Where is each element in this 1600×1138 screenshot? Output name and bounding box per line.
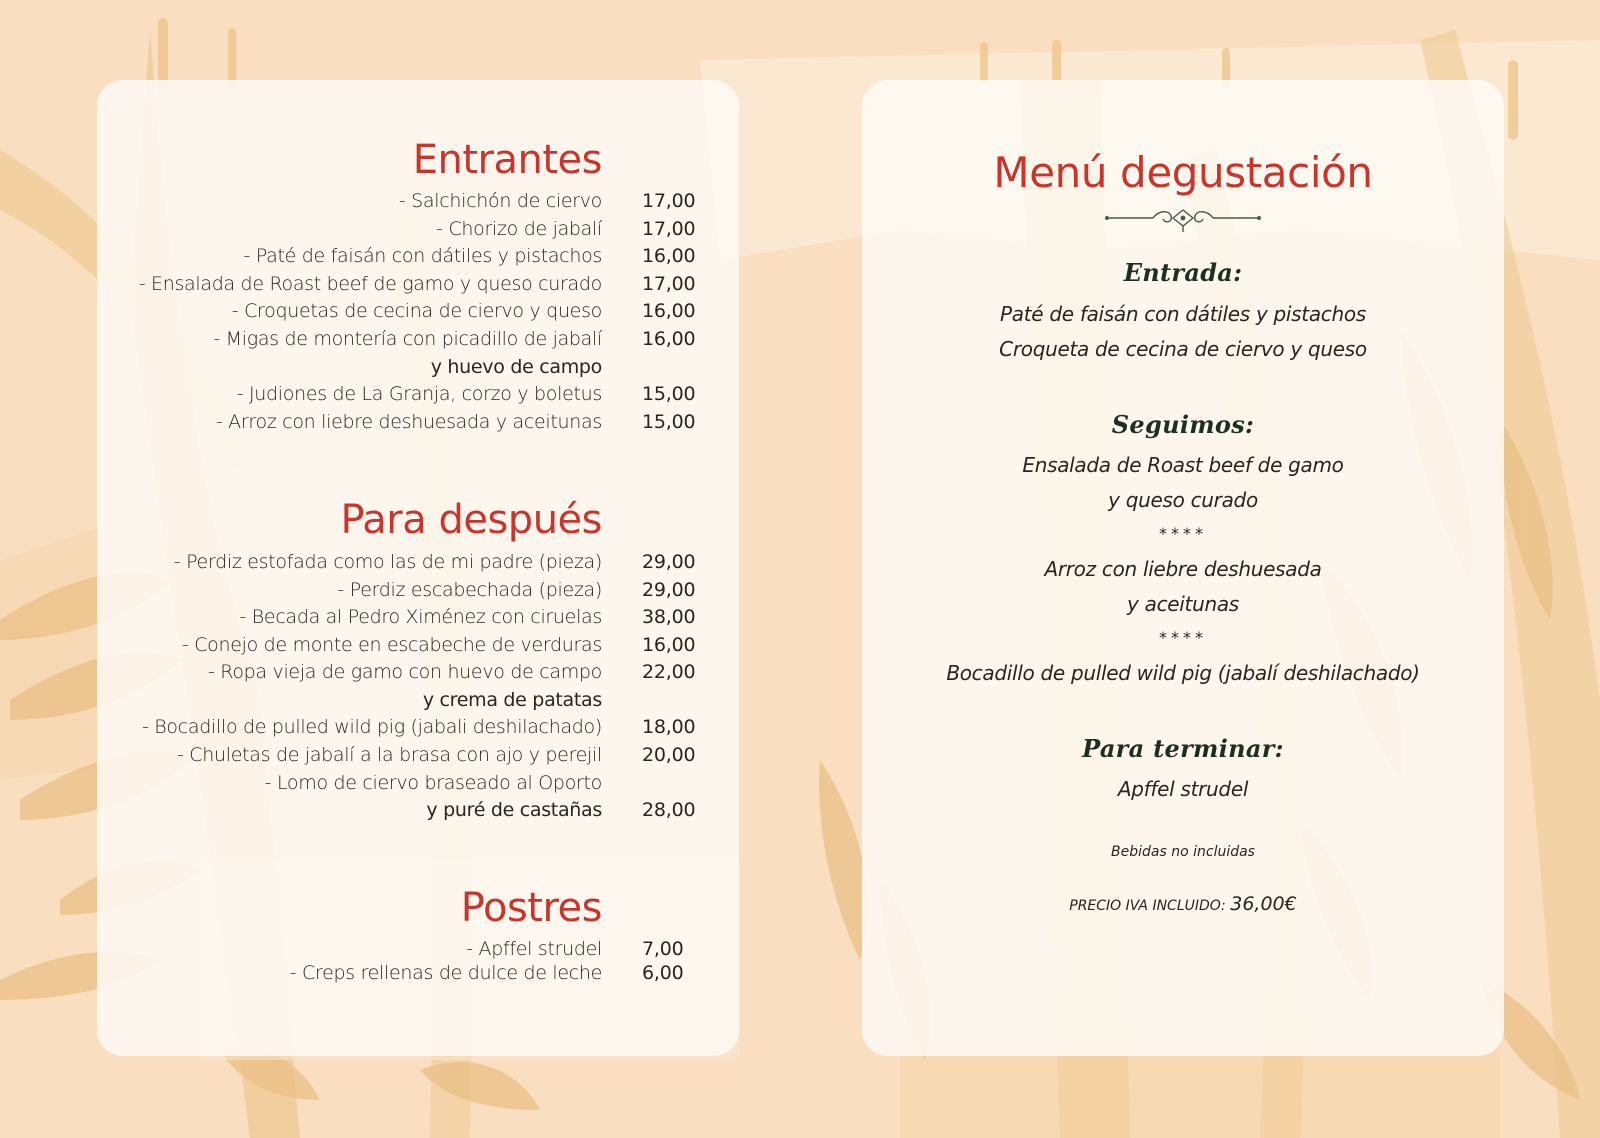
price-value: 36,00€ [1230, 893, 1297, 915]
item-price: 7,00 [642, 938, 684, 960]
tasting-menu-title: Menú degustación [993, 148, 1373, 197]
entrantes-list [97, 188, 739, 436]
tasting-dish: y aceitunas [1127, 592, 1239, 616]
item-price: 28,00 [642, 799, 696, 822]
tasting-dish: Paté de faisán con dátiles y pistachos [1000, 302, 1366, 326]
postres-list [97, 937, 739, 985]
menu-item: - Perdiz estofada como las de mi padre (pieza) 29,00 [97, 549, 739, 577]
tasting-dish: Ensalada de Roast beef de gamo [1022, 453, 1344, 477]
menu-item: - Croquetas de cecina de ciervo y queso 16,00 [97, 298, 739, 326]
item-price: 17,00 [642, 190, 696, 212]
tasting-dish: y queso curado [1108, 488, 1258, 512]
flourish-ornament-icon [1103, 208, 1263, 234]
menu-item: - Ropa vieja de gamo con huevo de campo y crema de patatas 22,00 [208, 661, 696, 711]
menu-item: - Migas de montería con picadillo de jabalí y huevo de campo 16,00 [213, 327, 696, 378]
tasting-dish: Arroz con liebre deshuesada [1044, 557, 1322, 581]
item-price: 22,00 [642, 661, 696, 684]
item-price: 6,00 [642, 962, 684, 984]
tasting-price [862, 893, 1504, 915]
drinks-note: Bebidas no incluidas [1111, 844, 1255, 860]
item-price: 20,00 [642, 743, 696, 766]
menu-item: - Lomo de ciervo braseado al Oporto y puré de castañas 28,00 [97, 770, 739, 825]
item-price: 17,00 [642, 217, 696, 240]
menu-item: - Paté de faisán con dátiles y pistachos 16,00 [97, 243, 739, 271]
item-price: 29,00 [642, 578, 696, 601]
menu-item: - Conejo de monte en escabeche de verduras 16,00 [97, 632, 739, 660]
item-price: 29,00 [642, 551, 696, 573]
price-label: PRECIO IVA INCLUIDO: [1069, 898, 1226, 914]
item-price: 38,00 [642, 606, 696, 629]
para-despues-list [97, 549, 739, 825]
item-price: 15,00 [642, 410, 696, 433]
a-la-carte-panel [97, 80, 739, 1056]
menu-item: - Perdiz escabechada (pieza) 29,00 [97, 577, 739, 605]
para-despues-title: Para después [340, 497, 602, 543]
menu-item: - Creps rellenas de dulce de leche 6,00 [289, 962, 684, 984]
postres-title: Postres [460, 885, 602, 931]
menu-item: - Becada al Pedro Ximénez con ciruelas 38,00 [97, 604, 739, 632]
item-price: 18,00 [642, 716, 696, 739]
entrantes-title: Entrantes [412, 137, 602, 183]
course-heading-entrada: Entrada: [1123, 258, 1243, 287]
menu-item: - Ensalada de Roast beef de gamo y queso curado 17,00 [97, 271, 739, 299]
item-price: 16,00 [642, 300, 696, 323]
menu-item: - Chuletas de jabalí a la brasa con ajo y perejil 20,00 [97, 742, 739, 770]
tasting-dish: Bocadillo de pulled wild pig (jabalí deshilachado) [946, 661, 1420, 685]
separator-stars: **** [1159, 524, 1207, 543]
menu-item: - Judiones de La Granja, corzo y boletus 15,00 [97, 381, 739, 409]
menu-item: - Salchichón de ciervo 17,00 [97, 188, 739, 216]
tasting-dish: Apffel strudel [1117, 777, 1249, 801]
item-price: 15,00 [642, 382, 696, 405]
item-price: 17,00 [642, 272, 696, 295]
course-heading-terminar: Para terminar: [1082, 734, 1284, 763]
tasting-menu-panel [862, 80, 1504, 1056]
item-price: 16,00 [642, 327, 696, 350]
tasting-dish: Croqueta de cecina de ciervo y queso [999, 337, 1367, 361]
item-price: 16,00 [642, 633, 696, 656]
menu-item: - Bocadillo de pulled wild pig (jabali deshilachado) 18,00 [97, 714, 739, 742]
menu-item: - Chorizo de jabalí 17,00 [97, 216, 739, 244]
separator-stars: **** [1159, 628, 1207, 647]
menu-item: - Arroz con liebre deshuesada y aceitunas 15,00 [97, 409, 739, 437]
item-price: 16,00 [642, 245, 696, 268]
course-heading-seguimos: Seguimos: [1111, 410, 1255, 439]
menu-item: - Apffel strudel 7,00 [466, 938, 684, 960]
